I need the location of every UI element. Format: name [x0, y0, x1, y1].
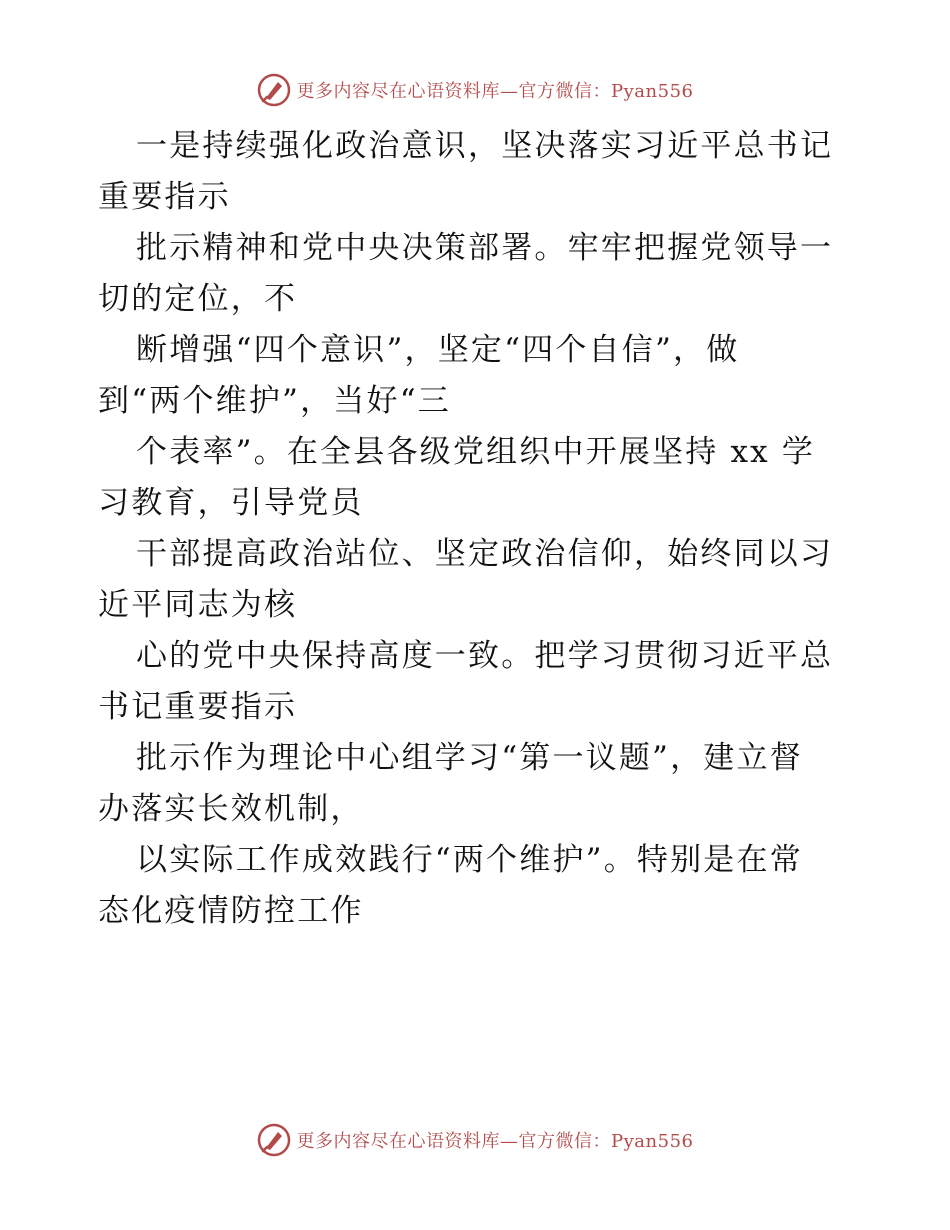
paragraph-line: 干部提高政治站位、坚定政治信仰，始终同以习 — [136, 536, 834, 572]
footer-watermark — [0, 1120, 950, 1160]
paragraph-line: 书记重要指示 — [98, 689, 298, 725]
paragraph-line: 态化疫情防控工作 — [98, 893, 364, 929]
paragraph-line: 心的党中央保持高度一致。把学习贯彻习近平总 — [136, 638, 834, 674]
paragraph-line: 断增强“四个意识”，坚定“四个自信”，做 — [136, 332, 740, 368]
paragraph-line: 到“两个维护”，当好“三 — [98, 383, 451, 419]
paragraph-line: 切的定位，不 — [98, 281, 298, 317]
paragraph-line: 批示作为理论中心组学习“第一议题”，建立督 — [136, 740, 803, 776]
watermark-text: 更多内容尽在心语资料库—官方微信：Pyan556 — [296, 1131, 694, 1152]
watermark-text: 更多内容尽在心语资料库—官方微信：Pyan556 — [296, 81, 694, 102]
pen-nib-logo-icon — [257, 73, 291, 107]
paragraph-line: 习教育，引导党员 — [98, 485, 364, 521]
paragraph-line: 一是持续强化政治意识，坚决落实习近平总书记 — [136, 128, 834, 164]
paragraph-line: 办落实长效机制， — [98, 791, 364, 827]
paragraph-line: 批示精神和党中央决策部署。牢牢把握党领导一 — [136, 230, 834, 266]
paragraph-line: 以实际工作成效践行“两个维护”。特别是在常 — [136, 842, 803, 878]
paragraph-line: 个表率”。在全县各级党组织中开展坚持 xx 学 — [136, 434, 816, 470]
pen-nib-logo-icon — [257, 1123, 291, 1157]
paragraph-line: 重要指示 — [98, 179, 231, 215]
paragraph-line: 近平同志为核 — [98, 587, 298, 623]
document-body — [98, 121, 858, 937]
header-watermark — [0, 70, 950, 110]
